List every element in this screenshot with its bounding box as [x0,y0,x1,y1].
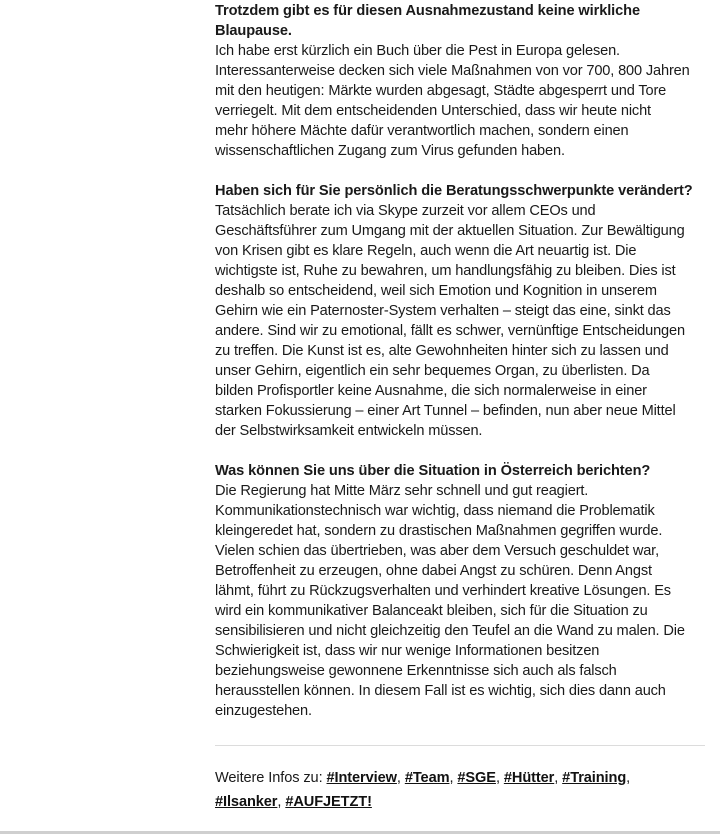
tag-link-sge[interactable]: #SGE [457,770,496,786]
answer-line: kleingeredet hat, sondern zu drastischen Maßnahmen gegriffen wurde. [215,523,663,539]
answer-line: mit den heutigen: Märkte wurden abgesagt, Städte abgesperrt und Tore [215,83,667,99]
answer-line: Interessanterweise decken sich viele Maßnahmen von vor 700, 800 Jahren [215,63,690,79]
answer-line: von Krisen gibt es klare Regeln, auch wenn die Art neuartig ist. Die [215,243,637,259]
tag-link-huetter[interactable]: #Hütter [503,770,555,786]
answer-line: andere. Sind wir zu emotional, fällt es schwer, vernünftige Entscheidungen [215,323,685,339]
answer-line: deshalb so entscheidend, weil sich Emotion und Kognition in unserem [215,283,657,299]
qa-section-beratung [215,181,705,441]
answer-line: sensibilisieren und nicht gleichzeitig den Teufel an die Wand zu malen. Die [215,623,685,639]
question-line: Trotzdem gibt es für diesen Ausnahmezustand keine wirkliche [215,3,640,19]
answer-line: Schwierigkeit ist, dass wir nur wenige Informationen besitzen [215,643,600,659]
more-info-tags: Weitere Infos zu: #Interview, #Team, #SGE, #Hütter, #Training, #Ilsanker, #AUFJETZT! [215,770,631,810]
qa-section-oesterreich [215,461,705,721]
interview-question [215,461,705,481]
answer-line: starken Fokussierung – einer Art Tunnel – befinden, nun aber neue Mittel [215,403,676,419]
section-divider [215,745,705,746]
interview-question [215,181,705,201]
answer-line: beziehungsweise gewonnene Erkenntnisse sich auch als falsch [215,663,617,679]
answer-line: mehr höhere Mächte dafür verantwortlich machen, sondern einen [215,123,629,139]
more-info-label: Weitere Infos zu: [215,770,327,786]
answer-line: einzugestehen. [215,703,312,719]
tag-link-ilsanker[interactable]: #Ilsanker [215,794,278,810]
question-line: Was können Sie uns über die Situation in Österreich berichten? [215,463,651,479]
interview-answer [215,201,705,441]
answer-line: Ich habe erst kürzlich ein Buch über die Pest in Europa gelesen. [215,43,620,59]
answer-line: wissenschaftlichen Zugang zum Virus gefunden haben. [215,143,565,159]
answer-line: zu treffen. Die Kunst ist es, alte Gewohnheiten hinter sich zu lassen und [215,343,669,359]
answer-line: Tatsächlich berate ich via Skype zurzeit vor allem CEOs und [215,203,596,219]
answer-line: lähmt, führt zu Rückzugsverhalten und verhindert kreative Lösungen. Es [215,583,671,599]
tag-link-aufjetzt[interactable]: #AUFJETZT! [285,794,372,810]
answer-line: herausstellen können. In diesem Fall ist es wichtig, sich dies dann auch [215,683,666,699]
answer-line: Kommunikationstechnisch war wichtig, dass niemand die Problematik [215,503,655,519]
question-line: Haben sich für Sie persönlich die Beratungsschwerpunkte verändert? [215,183,693,199]
article-body [215,0,705,814]
tag-link-training[interactable]: #Training [562,770,627,786]
tag-link-team[interactable]: #Team [404,770,450,786]
answer-line: der Selbstwirksamkeit entwickeln müssen. [215,423,483,439]
answer-line: verriegelt. Mit dem entscheidenden Unterschied, dass wir heute nicht [215,103,651,119]
tag-link-interview[interactable]: #Interview [326,770,397,786]
answer-line: wird ein kommunikativer Balanceakt bleiben, sich für die Situation zu [215,603,648,619]
answer-line: Geschäftsführer zum Umgang mit der aktuellen Situation. Zur Bewältigung [215,223,685,239]
question-line: Blaupause. [215,23,292,39]
interview-answer [215,41,705,161]
answer-line: Die Regierung hat Mitte März sehr schnell und gut reagiert. [215,483,589,499]
answer-line: Gehirn wie ein Paternoster-System verhalten – steigt das eine, sinkt das [215,303,671,319]
answer-line: wichtigste ist, Ruhe zu bewahren, um handlungsfähig zu bleiben. Dies ist [215,263,676,279]
answer-line: bilden Profisportler keine Ausnahme, die sich normalerweise in einer [215,383,647,399]
answer-line: Betroffenheit zu erzeugen, ohne dabei Angst zu schüren. Denn Angst [215,563,652,579]
answer-line: unser Gehirn, eigentlich ein sehr bequemes Organ, zu überlisten. Da [215,363,650,379]
interview-answer [215,481,705,721]
qa-section-pest [215,1,705,161]
answer-line: Vielen schien das übertrieben, was aber dem Versuch geschuldet war, [215,543,659,559]
interview-question [215,1,705,41]
